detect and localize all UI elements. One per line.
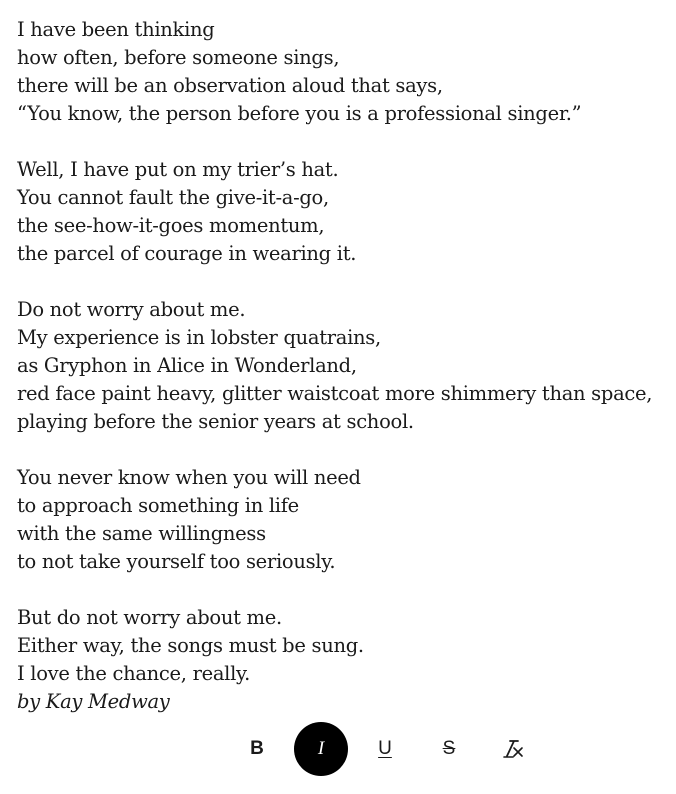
underline-button[interactable]: U (378, 738, 392, 759)
poem-text (17, 16, 667, 716)
poem-line: Either way, the songs must be sung. (17, 634, 364, 657)
strikethrough-button[interactable]: S (442, 738, 456, 759)
poem-line: Well, I have put on my trier’s hat. (17, 158, 339, 181)
stanza-1 (17, 16, 667, 128)
clear-formatting-button[interactable] (486, 722, 540, 776)
poem-line: with the same willingness (17, 522, 266, 545)
poem-line: the see-how-it-goes momentum, (17, 214, 325, 237)
italic-button[interactable]: I (294, 722, 348, 776)
poem-line: Do not worry about me. (17, 298, 246, 321)
poem-line: playing before the senior years at school. (17, 410, 414, 433)
poem-line: I love the chance, really. (17, 662, 251, 685)
poem-line: red face paint heavy, glitter waistcoat more shimmery than space, (17, 382, 653, 405)
stanza-break (17, 436, 667, 464)
poem-line: to approach something in life (17, 494, 299, 517)
poem-byline: by Kay Medway (17, 690, 170, 713)
poem-line: to not take yourself too seriously. (17, 550, 336, 573)
poem-line: how often, before someone sings, (17, 46, 340, 69)
poem-line: My experience is in lobster quatrains, (17, 326, 381, 349)
poem-line: “You know, the person before you is a professional singer.” (17, 102, 582, 125)
stanza-break (17, 268, 667, 296)
bold-button[interactable]: B (250, 738, 264, 759)
formatting-toolbar (0, 722, 676, 778)
poem-line: You cannot fault the give-it-a-go, (17, 186, 329, 209)
poem-line: You never know when you will need (17, 466, 361, 489)
stanza-4 (17, 464, 667, 576)
poem-line: But do not worry about me. (17, 606, 282, 629)
stanza-3 (17, 296, 667, 436)
poem-line: the parcel of courage in wearing it. (17, 242, 357, 265)
poem-line: I have been thinking (17, 18, 215, 41)
stanza-break (17, 576, 667, 604)
poem-line: as Gryphon in Alice in Wonderland, (17, 354, 357, 377)
stanza-2 (17, 156, 667, 268)
stanza-break (17, 128, 667, 156)
poem-line: there will be an observation aloud that says, (17, 74, 443, 97)
stanza-5 (17, 604, 667, 688)
clear-formatting-icon (501, 737, 525, 761)
